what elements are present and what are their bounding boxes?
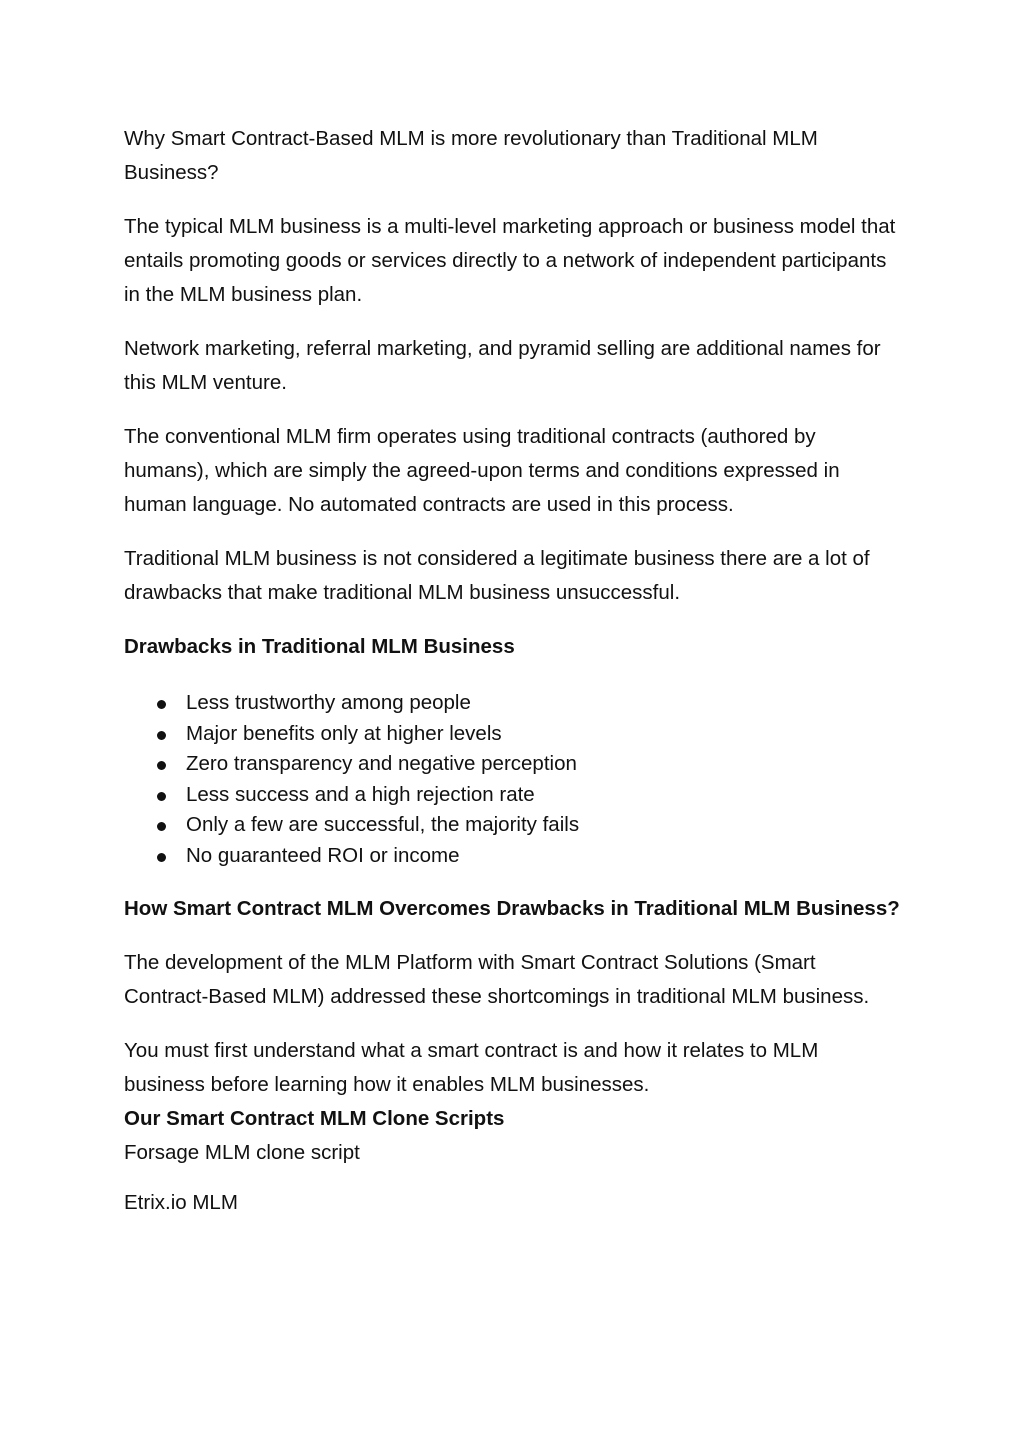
list-item-text: Less trustworthy among people [186, 691, 471, 714]
document-page [124, 122, 904, 1240]
bullet-icon [157, 792, 166, 801]
bullet-icon [157, 822, 166, 831]
list-item-text: Major benefits only at higher levels [186, 721, 502, 745]
script-etrix: Etrix.io MLM [124, 1190, 238, 1214]
list-item [124, 719, 904, 750]
script-forsage: Forsage MLM clone script [124, 1140, 360, 1164]
paragraph-understand-smart-contract: You must first understand what a smart contract is and how it relates to MLM business before learning how it enables MLM businesses. [124, 1038, 819, 1096]
bullet-icon [157, 700, 166, 709]
list-item [124, 749, 904, 780]
overcome-heading: How Smart Contract MLM Overcomes Drawbacks in Traditional MLM Business? [124, 896, 900, 920]
drawbacks-heading: Drawbacks in Traditional MLM Business [124, 635, 515, 658]
paragraph-not-legitimate: Traditional MLM business is not considered a legitimate business there are a lot of drawbacks that make traditional MLM business unsuccessful. [124, 547, 870, 604]
list-item-text: Zero transparency and negative perception [186, 752, 577, 776]
scripts-heading: Our Smart Contract MLM Clone Scripts [124, 1106, 505, 1130]
list-item [124, 841, 904, 872]
bullet-icon [157, 731, 166, 740]
list-item-text: Only a few are successful, the majority fails [186, 813, 580, 837]
list-item [124, 810, 904, 841]
document-title: Why Smart Contract-Based MLM is more revolutionary than Traditional MLM Business? [124, 127, 818, 184]
paragraph-mlm-definition: The typical MLM business is a multi-level marketing approach or business model that entails promoting goods or services directly to a network of independent participants in the MLM business plan. [124, 215, 896, 306]
list-item-text: No guaranteed ROI or income [186, 843, 460, 867]
paragraph-platform-development: The development of the MLM Platform with Smart Contract Solutions (Smart Contract-Based MLM) addressed these shortcomings in traditional MLM business. [124, 950, 870, 1008]
bullet-icon [157, 761, 166, 770]
list-item-text: Less success and a high rejection rate [186, 782, 535, 806]
drawbacks-list [124, 688, 904, 872]
list-item [124, 688, 904, 719]
list-item [124, 780, 904, 811]
paragraph-conventional-contracts: The conventional MLM firm operates using traditional contracts (authored by humans), which are simply the agreed-upon terms and conditions expressed in human language. No automated contracts are used in this process. [124, 425, 840, 516]
bullet-icon [157, 853, 166, 862]
paragraph-alternate-names: Network marketing, referral marketing, and pyramid selling are additional names for this MLM venture. [124, 337, 881, 394]
